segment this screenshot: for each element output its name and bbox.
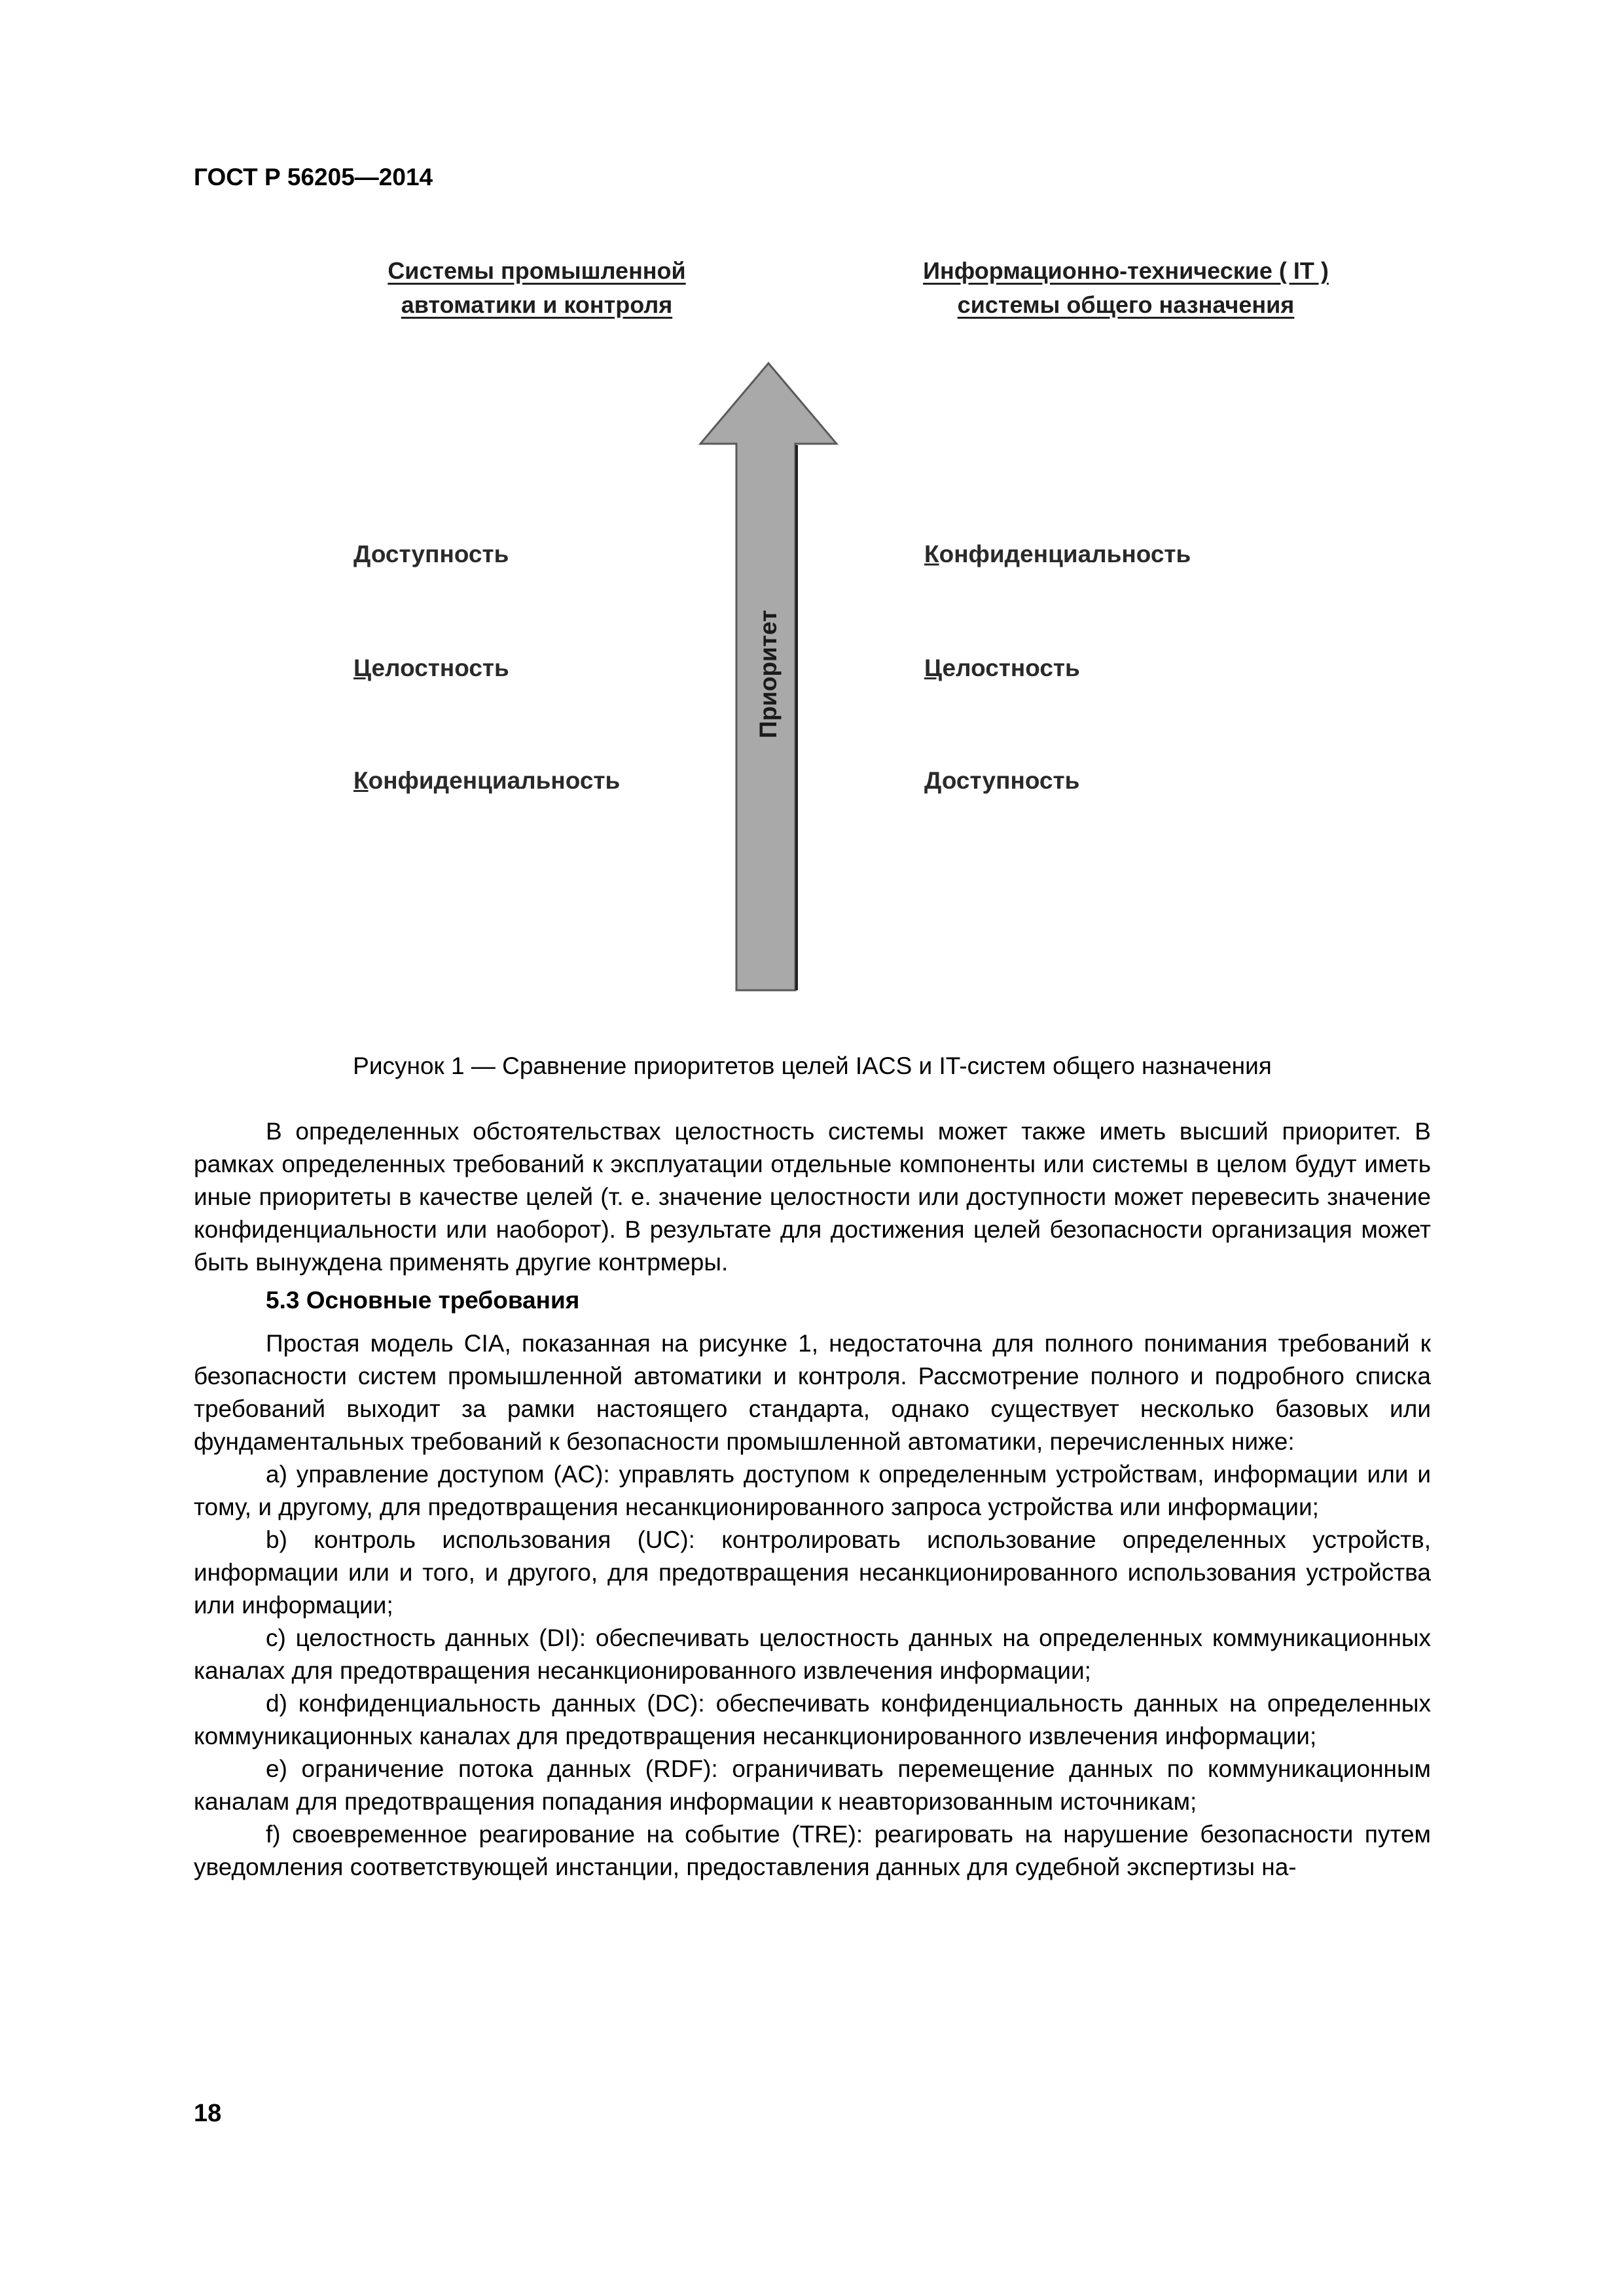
left-goal-item: Доступность (353, 541, 509, 567)
paragraph: В определенных обстоятельствах целостность системы может также иметь высший приоритет. В рамках определенных требований к эксплуатации отдельные компоненты или системы в целом будут иметь иные приоритеты в качестве целей (т. е. значение целостности или доступности может перевесить значение конфиденциальности или наоборот). В результате для достижения целей безопасности организация может быть вынуждена применять другие контрмеры. (194, 1118, 1431, 1276)
right-goal-item: Конфиденциальность (924, 541, 1191, 567)
right-title-line: системы общего назначения (957, 291, 1295, 318)
right-goal-item: Доступность (924, 767, 1080, 794)
list-item: f) своевременное реагирование на событие (TRE): реагировать на нарушение безопасности путем уведомления соответствующей инстанции, предоставления данных для судебной экспертизы на- (194, 1821, 1431, 1880)
right-goal-item: Целостность (924, 655, 1080, 681)
section-heading: 5.3 Основные требования (266, 1287, 580, 1314)
paragraph: Простая модель CIA, показанная на рисунке 1, недостаточна для полного понимания требований к безопасности систем промышленной автоматики и контроля. Рассмотрение полного и подробного списка требований выходит за рамки настоящего стандарта, однако существует несколько базовых или фундаментальных требований к безопасности промышленной автоматики, перечисленных ниже: (194, 1330, 1431, 1455)
list-item: e) ограничение потока данных (RDF): ограничивать перемещение данных по коммуникационным каналам для предотвращения попадания информации к неавторизованным источникам; (194, 1755, 1431, 1815)
right-column-title (857, 254, 1394, 322)
list-item: b) контроль использования (UC): контролировать использование определенных устройств, информации или и того, и другого, для предотвращения несанкционированного использования устройства или информации; (194, 1526, 1431, 1619)
list-item: d) конфиденциальность данных (DC): обеспечивать конфиденциальность данных на определенных коммуникационных каналах для предотвращения несанкционированного извлечения информации; (194, 1690, 1431, 1749)
list-item: c) целостность данных (DI): обеспечивать целостность данных на определенных коммуникационных каналах для предотвращения несанкционированного извлечения информации; (194, 1624, 1431, 1684)
figure-caption: Рисунок 1 — Сравнение приоритетов целей IACS и IT-систем общего назначения (353, 1052, 1272, 1079)
left-goal-item: Конфиденциальность (353, 767, 621, 794)
figure-priority-comparison (0, 0, 1624, 1021)
left-title-line: Системы промышленной (388, 257, 686, 284)
left-column-title (327, 254, 746, 322)
body-text (194, 1115, 1431, 1884)
list-item: а) управление доступом (AC): управлять доступом к определенным устройствам, информации или и тому, и другому, для предотвращения несанкционированного запроса устройства или информации; (194, 1461, 1431, 1520)
doc-code: ГОСТ Р 56205—2014 (194, 164, 433, 190)
left-goal-item: Целостность (353, 655, 509, 681)
left-title-line: автоматики и контроля (401, 291, 673, 318)
page-number: 18 (194, 2100, 222, 2127)
right-title-line: Информационно-технические ( IT ) (923, 257, 1329, 284)
arrow-label: Приоритет (755, 609, 782, 739)
